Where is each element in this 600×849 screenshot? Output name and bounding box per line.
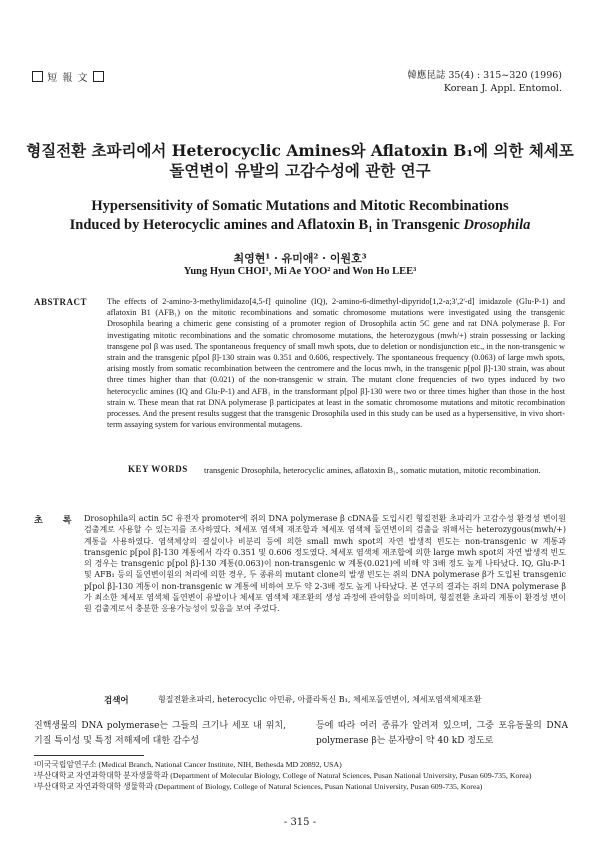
korean-abstract-text: Drosophila의 actin 5C 유전자 promoter에 쥐의 DNA polymerase β cDNA를 도입시킨 형질전환 초파리가 고감수성 환경성 변이원 검출계로 사용할 수 있는지를 조사하였다. 체세포 염색체 재조합과 체세포 염색체 돌연변이의 검출을 위해서는 heterozygous(mwh/+) 계통을 사용하였다. 염색체상의 결실이나 비분리 등에 의한 small mwh spot의 자연 발생적 빈도는 non-transgenic w 계통과 transgenic p[pol β]-130 계통에서 각각 0.351 및 0.606 정도였다. 체세포 염색체 재조합에 의한 large mwh spot의 자연 발생적 빈도의 경우는 transgenic p[pol β]-130 계통(0.063)이 non-transgenic w 계통(0.021)에 비해 약 3배 정도 높게 나타났다. IQ, Glu-P-1 및 AFB₁ 등의 돌연변이원의 처리에 의한 경우, 두 종류의 mutant clone의 발생 빈도는 쥐의 DNA polymerase β가 도입된 transgenic p[pol β]-130 계통이 non-transgenic w 계통에 비하여 모두 약 2-3배 정도 높게 나타났다. 본 연구의 결과는 쥐의 DNA polymerase β가 최소한 체세포 염색체 돌연변이 유발이나 체세포 염색체 재조환의 생성 과정에 관여함을 의미하며, 형질전환 초파리 계통이 환경성 변이원 검출계로서 충분한 응용가능성이 있음을 보여 주었다. <box>84 514 566 614</box>
journal-citation-ko: 韓應昆誌 35(4) : 315~320 (1996) <box>407 70 562 81</box>
english-title-line2-main: Induced by Heterocyclic amines and Aflatoxin B₁ in Transgenic <box>69 217 464 233</box>
english-title-line2 <box>0 216 600 235</box>
korean-keywords-label: 검색어 <box>104 696 129 706</box>
page-number: - 315 - <box>283 817 317 828</box>
english-title <box>0 197 600 235</box>
footnote-2: ²부산대학교 자연과학대학 분자생물학과 (Department of Molecular Biology, College of Natural Sciences, Pusan National University, Pusan 609-735, Korea) <box>34 771 532 780</box>
checkbox-icon <box>93 71 104 82</box>
keywords-label: KEY WORDS <box>128 464 188 474</box>
abstract-label: ABSTRACT <box>34 297 88 307</box>
checkbox-icon <box>32 71 43 82</box>
journal-citation <box>407 69 562 95</box>
korean-title-line2: 돌연변이 유발의 고감수성에 관한 연구 <box>169 161 431 180</box>
authors-english: Yung Hyun CHOI¹, Mi Ae YOO² and Won Ho LEE³ <box>183 266 417 277</box>
authors-korean: 최영현¹ · 유미애² · 이원호³ <box>233 252 367 265</box>
korean-abstract-label: 초록 <box>34 516 92 526</box>
keywords-text: transgenic Drosophila, heterocyclic amines, aflatoxin B₁, somatic mutation, mitotic recombination. <box>204 465 541 475</box>
korean-title-line1: 형질전환 초파리에서 Heterocyclic Amines와 Aflatoxin B₁에 의한 체세포 <box>26 141 574 160</box>
journal-citation-en: Korean J. Appl. Entomol. <box>443 83 562 94</box>
footnotes <box>34 759 566 792</box>
footnote-1: ¹미국국립암연구소 (Medical Branch, National Cancer Institute, NIH, Bethesda MD 20892, USA) <box>34 760 342 769</box>
english-title-line2-italic: Drosophila <box>463 217 531 233</box>
footnote-3: ³부산대학교 자연과학대학 생물학과 (Department of Biology, College of Natural Sciences, Pusan National University, Pusan 609-735, Korea) <box>34 782 483 791</box>
abstract-text: The effects of 2-amino-3-methylimidazo[4,5-f] quinoline (IQ), 2-amino-6-dimethyl-dipyrido[1,2-a;3',2'-d] imidazole (Glu-P-1) and aflatoxin B1 (AFB₁) on the mitotic recombinations and somatic chromosome mutations were investigated using the transgenic Drosophila bearing a chimeric gene consisting of a promoter region of Drosophila actin 5C gene and rat DNA polymerase β. For investigating mitotic recombinations and the somatic chromosome mutations, the heterozygous (mwh/+) strain possessing or lacking transgene pol β was used. The spontaneous frequency of small mwh spots, due to deletion or nondisjunction etc., in the non-transgenic w strain and the transgenic p[pol β]-130 strain was 0.351 and 0.606, respectively. The spontaneous frequency (0.063) of large mwh spots, arising mostly from somatic recombination between the centromere and the locus mwh, in the transgenic p[pol β]-130 strain, was about three times higher than that (0.021) of the non-transgenic w strain. The mutant clone frequencies of two types induced by two heterocyclic amines (IQ and Glu-P-1) and AFB₁ in the transformant p[pol β]-130 were two or three times higher than those in the host strain w. These mean that rat DNA polymerase β participates at least in the somatic chromosome mutations and mitotic recombination processes. And the present results suggest that the transgenic Drosophila used in this study can be used as a hypersensitive, in vivo short-term assaying system for various environmental mutagens. <box>107 297 565 430</box>
footnote-divider <box>34 755 144 756</box>
body-column-left: 진핵생물의 DNA polymerase는 그들의 크기나 세포 내 위치, 기질 특이성 및 특정 저해제에 대한 감수성 <box>34 721 286 746</box>
english-title-line1: Hypersensitivity of Somatic Mutations and Mitotic Recombinations <box>91 198 509 214</box>
body-column-right: 등에 따라 여러 종류가 알려져 있으며, 그중 포유동물의 DNA polymerase β는 분자량이 약 40 kD 정도로 <box>316 721 568 746</box>
korean-keywords-text: 형질전환초파리, heterocyclic 아민류, 아플라톡신 B₁, 체세포돌연변이, 체세포염색체재조환 <box>158 695 482 704</box>
korean-title <box>0 141 600 181</box>
section-label: 短 報 文 <box>32 69 104 84</box>
